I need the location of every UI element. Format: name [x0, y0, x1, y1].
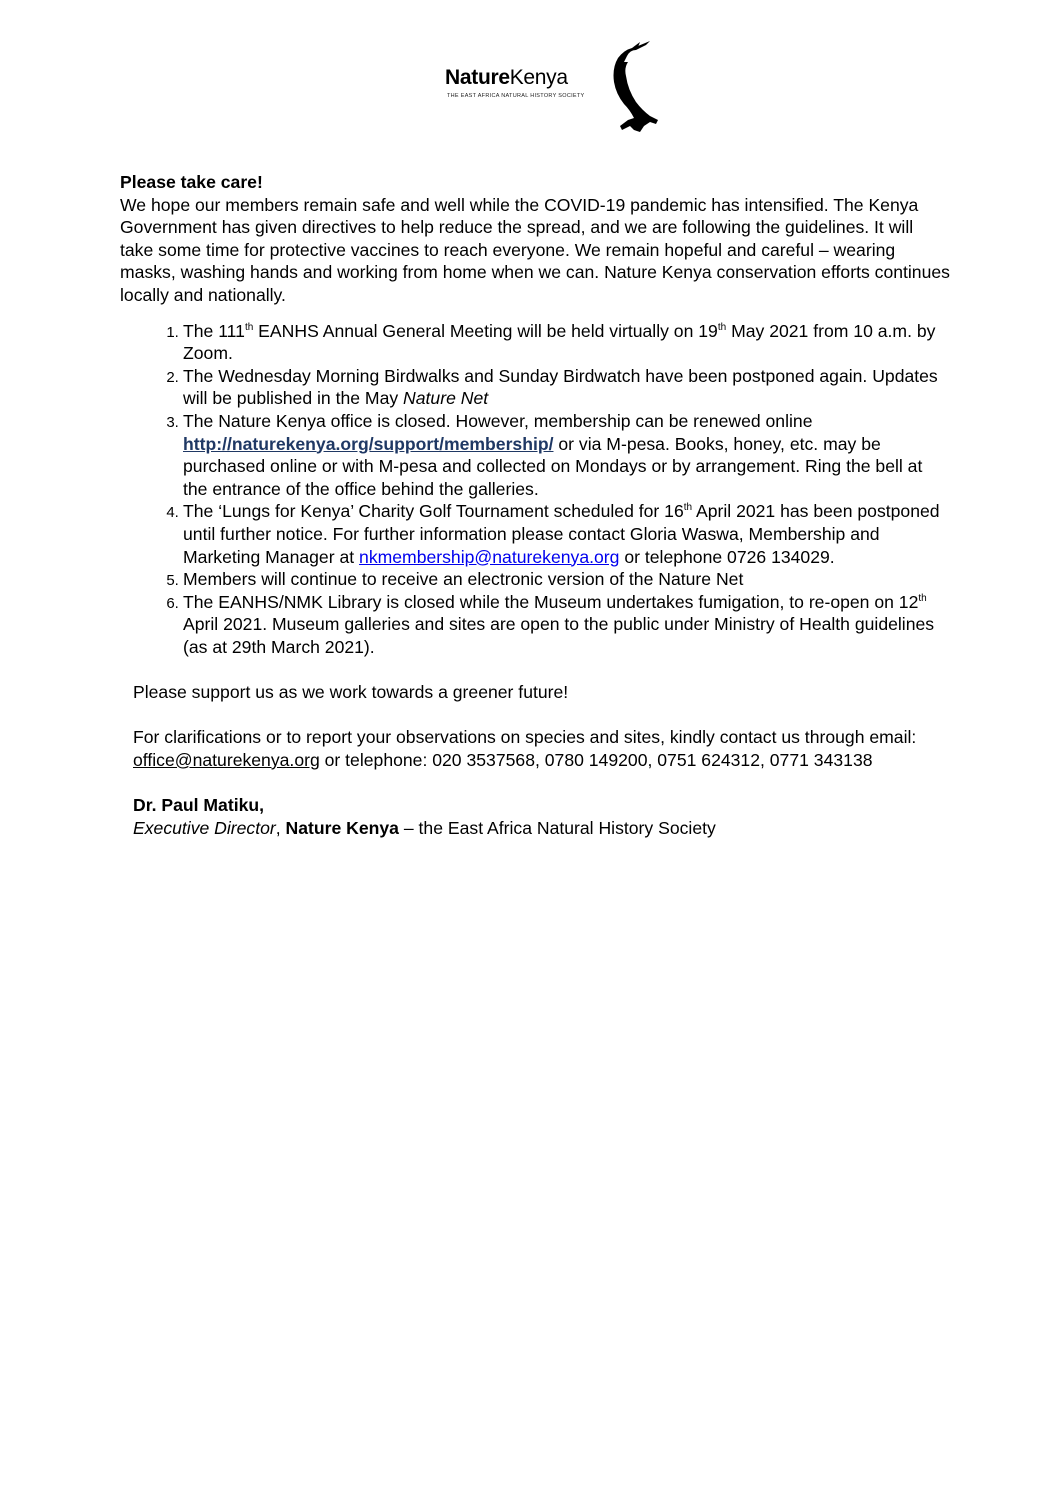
list-item: 2. The Wednesday Morning Birdwalks and Sunday Birdwatch have been postponed again. Updates will be published in the May Nature Net: [183, 365, 950, 410]
membership-link[interactable]: http://naturekenya.org/support/membership/: [183, 433, 554, 454]
list-item: 3. The Nature Kenya office is closed. However, membership can be renewed online http://naturekenya.org/support/membership/ or via M-pesa. Books, honey, etc. may be purchased online or with M-pesa and collected on Mondays or by arrangement. Ring the bell at the entrance of the office behind the galleries.: [183, 410, 950, 500]
announcement-list: [120, 320, 950, 659]
signatory-name: Dr. Paul Matiku,: [133, 795, 265, 816]
intro-title: Please take care!: [120, 172, 263, 192]
newsletter-name: Nature Net: [403, 388, 489, 409]
intro-paragraph: We hope our members remain safe and well while the COVID-19 pandemic has intensified. The Kenya Government has given directives to help reduce the spread, and we are following the guidelines. It will take some time for protective vaccines to reach everyone. We remain hopeful and careful – wearing masks, washing hands and working from home when we can. Nature Kenya conservation efforts continues locally and nationally.: [120, 194, 950, 305]
brand-logo-text: [445, 66, 568, 90]
letter-body: [120, 171, 950, 839]
membership-email-link[interactable]: nkmembership@naturekenya.org: [359, 546, 620, 567]
contact-paragraph: For clarifications or to report your observations on species and sites, kindly contact us through email: office@naturekenya.org or telephone: 020 3537568, 0780 149200, 0751 624312, 0771 343138: [133, 727, 917, 770]
list-item: 5. Members will continue to receive an electronic version of the Nature Net: [183, 568, 950, 591]
support-message: Please support us as we work towards a greener future!: [133, 682, 569, 703]
list-item: 1. The 111th EANHS Annual General Meeting will be held virtually on 19th May 2021 from 10 a.m. by Zoom.: [183, 320, 950, 365]
list-item: 6. The EANHS/NMK Library is closed while the Museum undertakes fumigation, to re-open on 12th April 2021. Museum galleries and sites are open to the public under Ministry of Health guidelines (as at 29th March 2021).: [183, 591, 950, 659]
signatory-title: Executive Director, Nature Kenya – the East Africa Natural History Society: [133, 817, 716, 838]
brand-name-bold: Nature: [445, 66, 510, 89]
list-item: 4. The ‘Lungs for Kenya’ Charity Golf Tournament scheduled for 16th April 2021 has been postponed until further notice. For further information please contact Gloria Waswa, Membership and Marketing Manager at nkmembership@naturekenya.org or telephone 0726 134029.: [183, 500, 950, 568]
letterhead: [445, 38, 675, 133]
brand-name-light: Kenya: [509, 66, 568, 89]
bird-silhouette-icon: [600, 38, 672, 133]
office-email-link[interactable]: office@naturekenya.org: [133, 749, 320, 770]
brand-tagline: THE EAST AFRICA NATURAL HISTORY SOCIETY: [447, 93, 585, 99]
